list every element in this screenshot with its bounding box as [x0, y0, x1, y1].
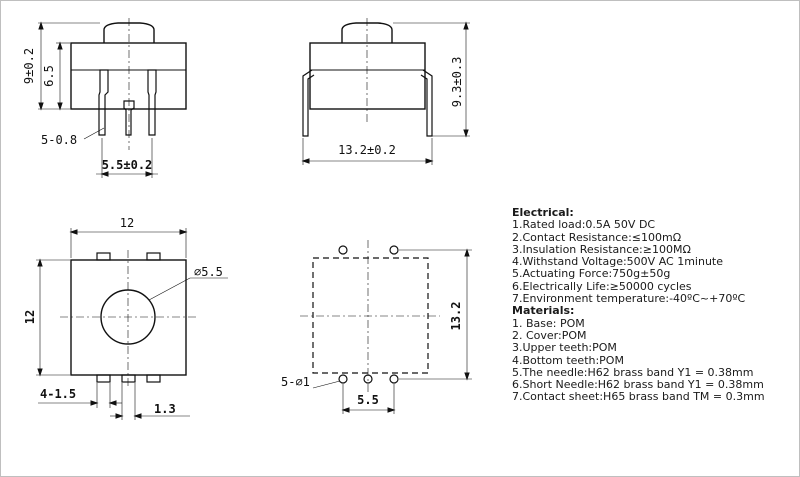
dim-width-side: 13.2±0.2: [338, 143, 396, 157]
material-item: 6.Short Needle:H62 brass band Y1 = 0.38mm: [512, 378, 764, 392]
electrical-item: 1.Rated load:0.5A 50V DC: [512, 218, 656, 232]
dim-pin-small: 1.3: [154, 402, 176, 416]
dim-pin-count-front: 4-1.5: [40, 387, 77, 401]
material-item: 7.Contact sheet:H65 brass band TM = 0.3mm: [512, 390, 765, 404]
dim-hole-spec: 5-⌀1: [281, 375, 310, 389]
electrical-item: 2.Contact Resistance:≤100mΩ: [512, 230, 682, 244]
dim-height-body: 6.5: [42, 65, 56, 87]
material-item: 3.Upper teeth:POM: [512, 341, 617, 355]
dim-pin-width: 5-0.8: [41, 133, 78, 147]
dim-top-height: 12: [23, 309, 37, 325]
electrical-item: 4.Withstand Voltage:500V AC 1minute: [512, 255, 723, 269]
electrical-title: Electrical:: [512, 206, 574, 219]
material-item: 2. Cover:POM: [512, 328, 587, 342]
dim-height-side: 9.3±0.3: [450, 56, 464, 108]
electrical-item: 3.Insulation Resistance:≥100MΩ: [512, 242, 691, 256]
dim-footprint-height: 13.2: [449, 301, 463, 331]
footprint-view: [300, 240, 472, 414]
materials-title: Materials:: [512, 304, 575, 318]
electrical-item: 6.Electrically Life:≥50000 cycles: [512, 279, 692, 293]
material-item: 4.Bottom teeth:POM: [512, 353, 624, 367]
dim-pin-pitch-front: 5.5±0.2: [101, 158, 153, 172]
spec-panel: [512, 207, 792, 404]
electrical-item: 7.Environment temperature:-40ºC~+70ºC: [512, 292, 746, 306]
dim-button-dia: ⌀5.5: [194, 265, 223, 279]
material-item: 1. Base: POM: [512, 316, 585, 330]
dim-top-width: 12: [119, 216, 135, 230]
electrical-item: 5.Actuating Force:750g±50g: [512, 267, 671, 281]
dim-footprint-pitch: 5.5: [357, 393, 379, 407]
front-view: [38, 18, 186, 178]
material-item: 5.The needle:H62 brass band Y1 = 0.38mm: [512, 365, 754, 379]
dim-height-total: 9±0.2: [22, 47, 36, 85]
